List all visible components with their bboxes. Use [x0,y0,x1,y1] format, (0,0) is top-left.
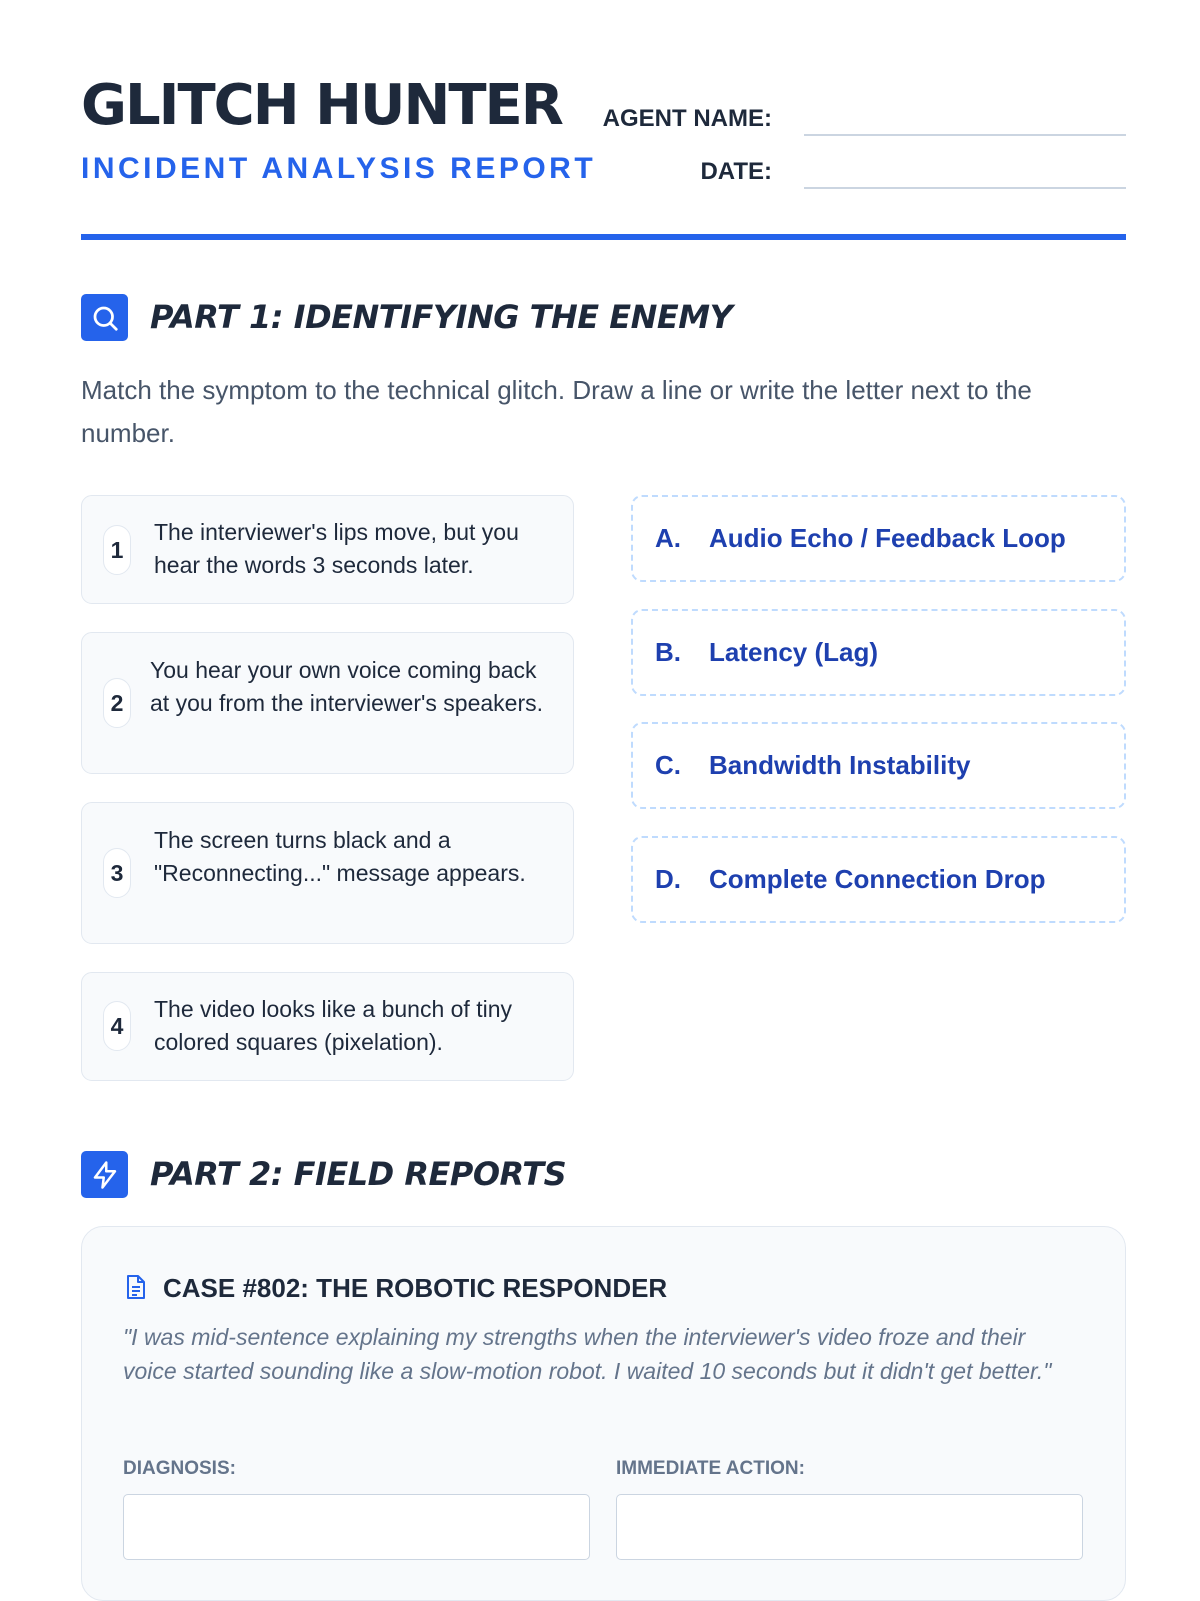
immediate-action-input[interactable] [616,1494,1083,1560]
answer-text: Latency (Lag) [709,637,879,667]
header-divider [81,234,1126,240]
answer-letter: B. [655,637,681,667]
diagnosis-label: DIAGNOSIS: [123,1458,236,1479]
symptom-text: You hear your own voice coming back at you from the interviewer's speakers. [150,657,543,716]
report-title: GLITCH HUNTER [81,73,562,138]
agent-name-line[interactable] [804,134,1126,136]
symptom-number: 4 [103,1001,131,1051]
answer-text: Audio Echo / Feedback Loop [709,523,1066,553]
symptom-card [81,495,574,604]
answer-letter: D. [655,864,681,894]
search-icon [81,294,128,341]
answer-letter: C. [655,750,681,780]
agent-name-label: AGENT NAME: [602,105,772,132]
document-icon [125,1274,147,1305]
answer-text: Complete Connection Drop [709,864,1046,894]
part1-title: PART 1: IDENTIFYING THE ENEMY [150,298,733,336]
date-label: DATE: [700,158,772,185]
symptom-card [81,632,574,774]
answer-option-c[interactable] [631,722,1126,809]
part1-instructions: Match the symptom to the technical glitch. Draw a line or write the letter next to the number. [81,375,1032,448]
symptom-card [81,802,574,944]
symptom-card [81,972,574,1081]
symptom-text: The video looks like a bunch of tiny colored squares (pixelation). [154,996,512,1055]
symptom-number: 1 [103,525,131,575]
case-quote: "I was mid-sentence explaining my strengths when the interviewer's video froze and their voice started sounding like a slow-motion robot. I waited 10 seconds but it didn't get better." [123,1324,1052,1384]
symptom-number: 3 [103,848,131,898]
immediate-action-label: IMMEDIATE ACTION: [616,1458,805,1479]
report-subtitle: INCIDENT ANALYSIS REPORT [81,152,597,185]
answer-option-a[interactable] [631,495,1126,582]
answer-option-b[interactable] [631,609,1126,696]
symptom-number: 2 [103,678,131,728]
lightning-icon [81,1151,128,1198]
answer-text: Bandwidth Instability [709,750,971,780]
diagnosis-input[interactable] [123,1494,590,1560]
date-line[interactable] [804,187,1126,189]
symptom-text: The interviewer's lips move, but you hear the words 3 seconds later. [154,519,519,578]
part2-title: PART 2: FIELD REPORTS [150,1155,567,1193]
case-title: CASE #802: THE ROBOTIC RESPONDER [163,1273,668,1303]
answer-option-d[interactable] [631,836,1126,923]
symptom-text: The screen turns black and a "Reconnecting..." message appears. [154,827,526,886]
answer-letter: A. [655,523,681,553]
